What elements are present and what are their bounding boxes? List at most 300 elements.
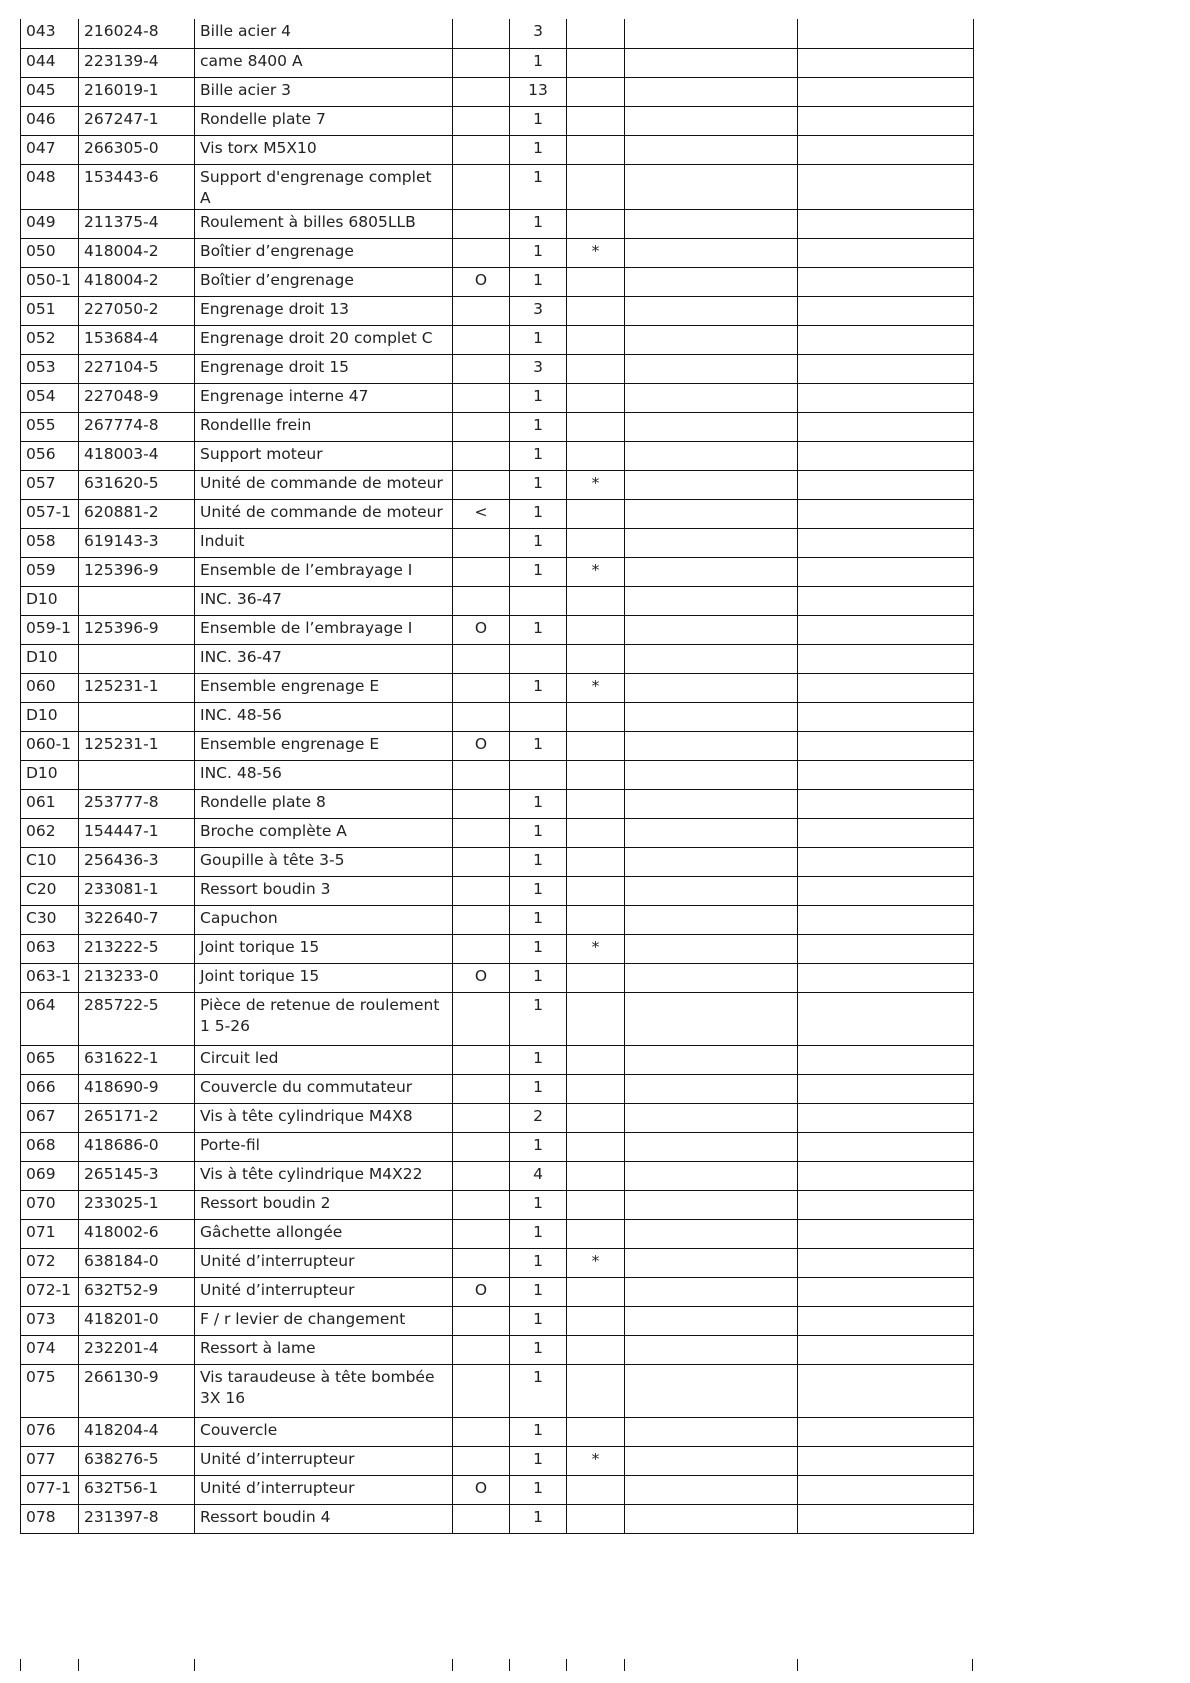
quantity-cell: 1: [510, 934, 567, 963]
marker-cell: [567, 615, 625, 644]
table-row: [21, 441, 974, 470]
item-number-cell: 077-1: [21, 1475, 79, 1504]
description-cell: Couvercle: [195, 1417, 453, 1446]
quantity-cell: 1: [510, 1074, 567, 1103]
quantity-cell: 1: [510, 499, 567, 528]
marker-cell: [567, 1132, 625, 1161]
option-cell: [453, 1219, 510, 1248]
table-row: [21, 789, 974, 818]
marker-cell: *: [567, 1248, 625, 1277]
description-cell: Vis taraudeuse à tête bombée 3X 16: [195, 1364, 453, 1417]
quantity-cell: 3: [510, 19, 567, 48]
quantity-cell: 1: [510, 1219, 567, 1248]
table-row: [21, 106, 974, 135]
quantity-cell: 3: [510, 296, 567, 325]
description-cell: Ressort boudin 2: [195, 1190, 453, 1219]
blank-cell: [625, 1248, 798, 1277]
blank-cell: [625, 644, 798, 673]
blank-cell: [798, 789, 974, 818]
marker-cell: [567, 963, 625, 992]
table-row: [21, 77, 974, 106]
blank-cell: [625, 1132, 798, 1161]
option-cell: [453, 412, 510, 441]
blank-cell: [625, 702, 798, 731]
option-cell: [453, 1504, 510, 1533]
blank-cell: [625, 296, 798, 325]
table-row: [21, 673, 974, 702]
table-row: [21, 760, 974, 789]
quantity-cell: [510, 702, 567, 731]
quantity-cell: 1: [510, 818, 567, 847]
blank-cell: [798, 615, 974, 644]
blank-cell: [625, 412, 798, 441]
quantity-cell: [510, 644, 567, 673]
part-reference-cell: 253777-8: [79, 789, 195, 818]
quantity-cell: 1: [510, 1446, 567, 1475]
table-row: [21, 354, 974, 383]
quantity-cell: 1: [510, 106, 567, 135]
option-cell: [453, 209, 510, 238]
parts-list-sheet: [20, 19, 974, 1534]
blank-cell: [625, 1504, 798, 1533]
table-row: [21, 934, 974, 963]
marker-cell: [567, 1045, 625, 1074]
item-number-cell: 068: [21, 1132, 79, 1161]
item-number-cell: 072-1: [21, 1277, 79, 1306]
blank-cell: [798, 325, 974, 354]
marker-cell: *: [567, 557, 625, 586]
option-cell: [453, 818, 510, 847]
table-row: [21, 818, 974, 847]
blank-cell: [798, 963, 974, 992]
table-row: [21, 1364, 974, 1417]
description-cell: Unité d’interrupteur: [195, 1248, 453, 1277]
table-row: [21, 1277, 974, 1306]
blank-cell: [798, 847, 974, 876]
option-cell: [453, 644, 510, 673]
marker-cell: [567, 325, 625, 354]
item-number-cell: 078: [21, 1504, 79, 1533]
option-cell: [453, 1248, 510, 1277]
description-cell: Ressort à lame: [195, 1335, 453, 1364]
part-reference-cell: 418204-4: [79, 1417, 195, 1446]
option-cell: [453, 1417, 510, 1446]
description-cell: came 8400 A: [195, 48, 453, 77]
quantity-cell: 1: [510, 673, 567, 702]
option-cell: [453, 77, 510, 106]
marker-cell: [567, 847, 625, 876]
description-cell: Couvercle du commutateur: [195, 1074, 453, 1103]
marker-cell: [567, 818, 625, 847]
part-reference-cell: 265145-3: [79, 1161, 195, 1190]
option-cell: <: [453, 499, 510, 528]
option-cell: [453, 354, 510, 383]
table-row: [21, 383, 974, 412]
table-row: [21, 876, 974, 905]
blank-cell: [798, 731, 974, 760]
blank-cell: [798, 702, 974, 731]
option-cell: [453, 876, 510, 905]
description-cell: Induit: [195, 528, 453, 557]
table-row: [21, 209, 974, 238]
marker-cell: [567, 702, 625, 731]
blank-cell: [798, 1417, 974, 1446]
marker-cell: [567, 1103, 625, 1132]
item-number-cell: 055: [21, 412, 79, 441]
description-cell: Support moteur: [195, 441, 453, 470]
part-reference-cell: 233025-1: [79, 1190, 195, 1219]
part-reference-cell: 418690-9: [79, 1074, 195, 1103]
part-reference-cell: 266305-0: [79, 135, 195, 164]
table-row: [21, 238, 974, 267]
part-reference-cell: 233081-1: [79, 876, 195, 905]
marker-cell: [567, 296, 625, 325]
table-row: [21, 470, 974, 499]
marker-cell: *: [567, 934, 625, 963]
item-number-cell: 044: [21, 48, 79, 77]
marker-cell: [567, 1417, 625, 1446]
item-number-cell: 050-1: [21, 267, 79, 296]
part-reference-cell: 631620-5: [79, 470, 195, 499]
option-cell: [453, 238, 510, 267]
quantity-cell: 1: [510, 441, 567, 470]
part-reference-cell: [79, 644, 195, 673]
table-row: [21, 499, 974, 528]
marker-cell: [567, 441, 625, 470]
part-reference-cell: [79, 586, 195, 615]
blank-cell: [625, 383, 798, 412]
option-cell: [453, 1190, 510, 1219]
table-row: [21, 1475, 974, 1504]
blank-cell: [625, 1335, 798, 1364]
blank-cell: [625, 586, 798, 615]
blank-cell: [798, 238, 974, 267]
description-cell: Rondelle plate 8: [195, 789, 453, 818]
item-number-cell: D10: [21, 702, 79, 731]
blank-cell: [625, 963, 798, 992]
quantity-cell: 1: [510, 992, 567, 1045]
option-cell: [453, 673, 510, 702]
option-cell: [453, 164, 510, 209]
part-reference-cell: 418686-0: [79, 1132, 195, 1161]
option-cell: [453, 1364, 510, 1417]
part-reference-cell: 322640-7: [79, 905, 195, 934]
blank-cell: [625, 1103, 798, 1132]
part-reference-cell: 125231-1: [79, 673, 195, 702]
quantity-cell: 1: [510, 135, 567, 164]
blank-cell: [798, 77, 974, 106]
part-reference-cell: 125231-1: [79, 731, 195, 760]
blank-cell: [625, 499, 798, 528]
parts-table-body: [21, 19, 974, 1533]
blank-cell: [798, 135, 974, 164]
part-reference-cell: 223139-4: [79, 48, 195, 77]
marker-cell: *: [567, 673, 625, 702]
table-row: [21, 731, 974, 760]
description-cell: Roulement à billes 6805LLB: [195, 209, 453, 238]
item-number-cell: 062: [21, 818, 79, 847]
marker-cell: [567, 77, 625, 106]
item-number-cell: 048: [21, 164, 79, 209]
description-cell: Boîtier d’engrenage: [195, 267, 453, 296]
table-row: [21, 1219, 974, 1248]
marker-cell: [567, 644, 625, 673]
table-row: [21, 1074, 974, 1103]
table-row: [21, 1417, 974, 1446]
item-number-cell: 075: [21, 1364, 79, 1417]
option-cell: [453, 557, 510, 586]
part-reference-cell: 213233-0: [79, 963, 195, 992]
option-cell: [453, 1446, 510, 1475]
option-cell: [453, 702, 510, 731]
option-cell: [453, 441, 510, 470]
marker-cell: [567, 1219, 625, 1248]
blank-cell: [798, 1161, 974, 1190]
part-reference-cell: 638276-5: [79, 1446, 195, 1475]
table-row: [21, 412, 974, 441]
part-reference-cell: 227050-2: [79, 296, 195, 325]
quantity-cell: 1: [510, 1045, 567, 1074]
table-row: [21, 992, 974, 1045]
quantity-cell: 1: [510, 470, 567, 499]
item-number-cell: 043: [21, 19, 79, 48]
item-number-cell: 064: [21, 992, 79, 1045]
blank-cell: [625, 48, 798, 77]
quantity-cell: 1: [510, 1132, 567, 1161]
blank-cell: [625, 325, 798, 354]
option-cell: [453, 135, 510, 164]
blank-cell: [625, 557, 798, 586]
table-row: [21, 963, 974, 992]
table-row: [21, 267, 974, 296]
item-number-cell: 045: [21, 77, 79, 106]
part-reference-cell: 216019-1: [79, 77, 195, 106]
option-cell: [453, 1074, 510, 1103]
part-reference-cell: 632T52-9: [79, 1277, 195, 1306]
description-cell: F / r levier de changement: [195, 1306, 453, 1335]
item-number-cell: 072: [21, 1248, 79, 1277]
marker-cell: [567, 267, 625, 296]
blank-cell: [798, 499, 974, 528]
option-cell: [453, 106, 510, 135]
blank-cell: [625, 847, 798, 876]
parts-table: [20, 19, 974, 1534]
blank-cell: [798, 470, 974, 499]
option-cell: [453, 1335, 510, 1364]
option-cell: [453, 470, 510, 499]
part-reference-cell: 216024-8: [79, 19, 195, 48]
item-number-cell: 049: [21, 209, 79, 238]
blank-cell: [798, 19, 974, 48]
description-cell: Ensemble engrenage E: [195, 731, 453, 760]
blank-cell: [798, 1074, 974, 1103]
part-reference-cell: 632T56-1: [79, 1475, 195, 1504]
blank-cell: [798, 1335, 974, 1364]
description-cell: Ensemble de l’embrayage I: [195, 557, 453, 586]
description-cell: Porte-fil: [195, 1132, 453, 1161]
item-number-cell: C30: [21, 905, 79, 934]
option-cell: [453, 325, 510, 354]
description-cell: Goupille à tête 3-5: [195, 847, 453, 876]
table-row: [21, 905, 974, 934]
item-number-cell: 056: [21, 441, 79, 470]
description-cell: Gâchette allongée: [195, 1219, 453, 1248]
part-reference-cell: 232201-4: [79, 1335, 195, 1364]
part-reference-cell: [79, 760, 195, 789]
marker-cell: [567, 876, 625, 905]
marker-cell: [567, 1364, 625, 1417]
quantity-cell: [510, 760, 567, 789]
table-row: [21, 1045, 974, 1074]
description-cell: Vis à tête cylindrique M4X22: [195, 1161, 453, 1190]
item-number-cell: 047: [21, 135, 79, 164]
part-reference-cell: 125396-9: [79, 615, 195, 644]
table-row: [21, 1306, 974, 1335]
quantity-cell: [510, 586, 567, 615]
item-number-cell: C10: [21, 847, 79, 876]
item-number-cell: 051: [21, 296, 79, 325]
option-cell: [453, 905, 510, 934]
marker-cell: [567, 1161, 625, 1190]
description-cell: Ressort boudin 4: [195, 1504, 453, 1533]
part-reference-cell: 267247-1: [79, 106, 195, 135]
blank-cell: [625, 354, 798, 383]
blank-cell: [798, 876, 974, 905]
blank-cell: [625, 135, 798, 164]
table-row: [21, 586, 974, 615]
part-reference-cell: 256436-3: [79, 847, 195, 876]
quantity-cell: 1: [510, 1335, 567, 1364]
part-reference-cell: 285722-5: [79, 992, 195, 1045]
part-reference-cell: 619143-3: [79, 528, 195, 557]
table-row: [21, 528, 974, 557]
blank-cell: [625, 1219, 798, 1248]
quantity-cell: 4: [510, 1161, 567, 1190]
table-row: [21, 1446, 974, 1475]
blank-cell: [798, 296, 974, 325]
part-reference-cell: 153684-4: [79, 325, 195, 354]
marker-cell: [567, 354, 625, 383]
blank-cell: [798, 1364, 974, 1417]
blank-cell: [625, 441, 798, 470]
marker-cell: *: [567, 470, 625, 499]
item-number-cell: D10: [21, 760, 79, 789]
blank-cell: [625, 238, 798, 267]
quantity-cell: 1: [510, 164, 567, 209]
item-number-cell: 074: [21, 1335, 79, 1364]
blank-cell: [798, 673, 974, 702]
option-cell: O: [453, 267, 510, 296]
marker-cell: [567, 992, 625, 1045]
item-number-cell: D10: [21, 644, 79, 673]
blank-cell: [625, 19, 798, 48]
item-number-cell: 071: [21, 1219, 79, 1248]
table-row: [21, 1132, 974, 1161]
blank-cell: [798, 383, 974, 412]
description-cell: Engrenage droit 15: [195, 354, 453, 383]
quantity-cell: 1: [510, 1306, 567, 1335]
item-number-cell: 052: [21, 325, 79, 354]
blank-cell: [625, 876, 798, 905]
item-number-cell: 065: [21, 1045, 79, 1074]
quantity-cell: 1: [510, 1475, 567, 1504]
description-cell: Bille acier 3: [195, 77, 453, 106]
blank-cell: [625, 818, 798, 847]
quantity-cell: 1: [510, 1277, 567, 1306]
quantity-cell: 3: [510, 354, 567, 383]
option-cell: [453, 48, 510, 77]
description-cell: Bille acier 4: [195, 19, 453, 48]
item-number-cell: 067: [21, 1103, 79, 1132]
table-row: [21, 48, 974, 77]
table-row: [21, 847, 974, 876]
part-reference-cell: [79, 702, 195, 731]
blank-cell: [798, 1103, 974, 1132]
part-reference-cell: 213222-5: [79, 934, 195, 963]
item-number-cell: 060: [21, 673, 79, 702]
quantity-cell: 1: [510, 789, 567, 818]
blank-cell: [625, 1364, 798, 1417]
blank-cell: [625, 528, 798, 557]
item-number-cell: 060-1: [21, 731, 79, 760]
description-cell: INC. 36-47: [195, 586, 453, 615]
table-row: [21, 1504, 974, 1533]
description-cell: INC. 36-47: [195, 644, 453, 673]
option-cell: [453, 992, 510, 1045]
quantity-cell: 1: [510, 528, 567, 557]
blank-cell: [625, 164, 798, 209]
quantity-cell: 1: [510, 412, 567, 441]
table-row: [21, 1248, 974, 1277]
marker-cell: [567, 19, 625, 48]
blank-cell: [798, 557, 974, 586]
part-reference-cell: 211375-4: [79, 209, 195, 238]
quantity-cell: 1: [510, 48, 567, 77]
quantity-cell: 1: [510, 1248, 567, 1277]
item-number-cell: 057-1: [21, 499, 79, 528]
quantity-cell: 13: [510, 77, 567, 106]
marker-cell: [567, 499, 625, 528]
blank-cell: [625, 789, 798, 818]
blank-cell: [625, 1306, 798, 1335]
marker-cell: [567, 1504, 625, 1533]
table-row: [21, 19, 974, 48]
option-cell: [453, 1045, 510, 1074]
item-number-cell: 057: [21, 470, 79, 499]
blank-cell: [625, 1277, 798, 1306]
blank-cell: [798, 1277, 974, 1306]
blank-cell: [625, 209, 798, 238]
quantity-cell: 1: [510, 905, 567, 934]
quantity-cell: 1: [510, 876, 567, 905]
blank-cell: [625, 1161, 798, 1190]
option-cell: O: [453, 1475, 510, 1504]
quantity-cell: 1: [510, 847, 567, 876]
item-number-cell: 050: [21, 238, 79, 267]
part-reference-cell: 418003-4: [79, 441, 195, 470]
description-cell: Vis torx M5X10: [195, 135, 453, 164]
item-number-cell: 061: [21, 789, 79, 818]
part-reference-cell: 231397-8: [79, 1504, 195, 1533]
blank-cell: [798, 1475, 974, 1504]
description-cell: Vis à tête cylindrique M4X8: [195, 1103, 453, 1132]
description-cell: Engrenage interne 47: [195, 383, 453, 412]
description-cell: Rondelle plate 7: [195, 106, 453, 135]
option-cell: O: [453, 963, 510, 992]
option-cell: [453, 934, 510, 963]
option-cell: [453, 586, 510, 615]
description-cell: Engrenage droit 20 complet C: [195, 325, 453, 354]
